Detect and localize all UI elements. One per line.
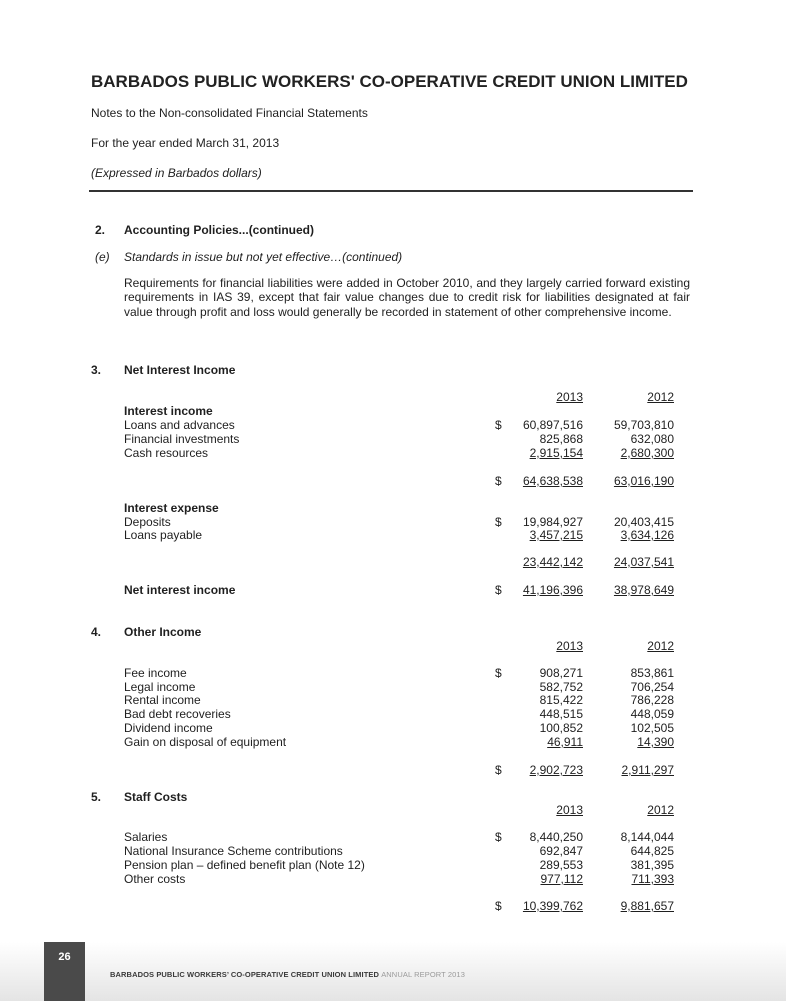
document-subtitle: Notes to the Non-consolidated Financial Statements bbox=[91, 106, 368, 120]
table-row-label: Cash resources bbox=[124, 446, 209, 460]
staff-costs-total-2012: 9,881,657 bbox=[620, 899, 674, 913]
net-interest-income-label: Net interest income bbox=[124, 583, 236, 597]
value-2013: 8,440,250 bbox=[529, 830, 583, 844]
table-row-label: Dividend income bbox=[124, 721, 213, 735]
value-2012: 632,080 bbox=[630, 432, 674, 446]
table-row-label: Deposits bbox=[124, 515, 171, 529]
value-2012: 381,395 bbox=[630, 858, 674, 872]
value-2012: 3,634,126 bbox=[620, 528, 674, 542]
currency-note: (Expressed in Barbados dollars) bbox=[91, 166, 262, 180]
value-2012: 14,390 bbox=[637, 735, 674, 749]
table-row-label: Pension plan – defined benefit plan (Note 12) bbox=[124, 858, 365, 872]
currency-symbol: $ bbox=[495, 474, 502, 488]
currency-symbol: $ bbox=[495, 515, 502, 529]
interest-expense-total-2013: 23,442,142 bbox=[522, 555, 583, 569]
interest-expense-total-2012: 24,037,541 bbox=[613, 555, 674, 569]
currency-symbol: $ bbox=[495, 418, 502, 432]
value-2012: 448,059 bbox=[630, 707, 674, 721]
value-2013: 19,984,927 bbox=[522, 515, 583, 529]
net-interest-income-2012: 38,978,649 bbox=[613, 583, 674, 597]
value-2013: 3,457,215 bbox=[529, 528, 583, 542]
value-2012: 853,861 bbox=[630, 666, 674, 680]
footer-text bbox=[110, 970, 465, 979]
value-2012: 711,393 bbox=[631, 872, 674, 886]
note-2e-title: Standards in issue but not yet effective…(continued) bbox=[124, 250, 403, 264]
table-row-label: Rental income bbox=[124, 693, 201, 707]
currency-symbol: $ bbox=[495, 666, 502, 680]
value-2013: 977,112 bbox=[540, 872, 583, 886]
value-2013: 100,852 bbox=[539, 721, 583, 735]
note-2-number: 2. bbox=[95, 223, 106, 237]
note-3-year-2013-header: 2013 bbox=[556, 390, 583, 404]
other-income-total-2012: 2,911,297 bbox=[621, 763, 674, 777]
value-2012: 2,680,300 bbox=[620, 446, 674, 460]
value-2012: 102,505 bbox=[630, 721, 674, 735]
value-2013: 815,422 bbox=[539, 693, 583, 707]
note-2-title: Accounting Policies...(continued) bbox=[124, 223, 315, 237]
other-income-total-2013: 2,902,723 bbox=[529, 763, 583, 777]
value-2012: 706,254 bbox=[630, 680, 674, 694]
header-divider bbox=[89, 190, 693, 192]
table-row-label: Bad debt recoveries bbox=[124, 707, 231, 721]
currency-symbol: $ bbox=[495, 899, 502, 913]
table-row-label: Loans and advances bbox=[124, 418, 235, 432]
note-4-number: 4. bbox=[91, 625, 102, 639]
note-4-year-2012-header: 2012 bbox=[647, 639, 674, 653]
value-2012: 20,403,415 bbox=[613, 515, 674, 529]
net-interest-income-2013: 41,196,396 bbox=[522, 583, 583, 597]
document-title: BARBADOS PUBLIC WORKERS' CO-OPERATIVE CREDIT UNION LIMITED bbox=[91, 72, 688, 91]
value-2012: 8,144,044 bbox=[620, 830, 674, 844]
note-5-number: 5. bbox=[91, 790, 102, 804]
value-2013: 46,911 bbox=[547, 735, 583, 749]
note-4-title: Other Income bbox=[124, 625, 202, 639]
staff-costs-total-2013: 10,399,762 bbox=[522, 899, 583, 913]
note-3-year-2012-header: 2012 bbox=[647, 390, 674, 404]
reporting-period: For the year ended March 31, 2013 bbox=[91, 136, 280, 150]
table-row-label: Gain on disposal of equipment bbox=[124, 735, 287, 749]
value-2013: 60,897,516 bbox=[522, 418, 583, 432]
value-2013: 2,915,154 bbox=[529, 446, 583, 460]
note-2e-paragraph: Requirements for financial liabilities were added in October 2010, and they largely carried forward existing requirements in IAS 39, except that fair value changes due to credit risk for liabilities designated at fair value through profit and loss would generally be recorded in statement of other comprehensive income. bbox=[124, 276, 690, 319]
footer-report-name: ANNUAL REPORT 2013 bbox=[381, 970, 465, 979]
interest-income-heading: Interest income bbox=[124, 404, 213, 418]
note-5-title: Staff Costs bbox=[124, 790, 188, 804]
interest-expense-heading: Interest expense bbox=[124, 501, 219, 515]
currency-symbol: $ bbox=[495, 583, 502, 597]
note-3-number: 3. bbox=[91, 363, 102, 377]
footer-org-name: BARBADOS PUBLIC WORKERS’ CO-OPERATIVE CREDIT UNION LIMITED bbox=[110, 970, 379, 979]
interest-income-total-2012: 63,016,190 bbox=[613, 474, 674, 488]
value-2013: 582,752 bbox=[539, 680, 583, 694]
note-3-title: Net Interest Income bbox=[124, 363, 236, 377]
table-row-label: Financial investments bbox=[124, 432, 240, 446]
table-row-label: Loans payable bbox=[124, 528, 203, 542]
table-row-label: Salaries bbox=[124, 830, 168, 844]
table-row-label: National Insurance Scheme contributions bbox=[124, 844, 343, 858]
value-2012: 59,703,810 bbox=[613, 418, 674, 432]
value-2013: 692,847 bbox=[539, 844, 583, 858]
value-2012: 786,228 bbox=[630, 693, 674, 707]
page-number: 26 bbox=[44, 942, 85, 1001]
table-row-label: Legal income bbox=[124, 680, 196, 694]
currency-symbol: $ bbox=[495, 830, 502, 844]
note-5-year-2012-header: 2012 bbox=[647, 803, 674, 817]
value-2013: 908,271 bbox=[539, 666, 583, 680]
currency-symbol: $ bbox=[495, 763, 502, 777]
value-2012: 644,825 bbox=[630, 844, 674, 858]
note-4-year-2013-header: 2013 bbox=[556, 639, 583, 653]
value-2013: 289,553 bbox=[539, 858, 583, 872]
interest-income-total-2013: 64,638,538 bbox=[522, 474, 583, 488]
table-row-label: Fee income bbox=[124, 666, 187, 680]
table-row-label: Other costs bbox=[124, 872, 186, 886]
note-5-year-2013-header: 2013 bbox=[556, 803, 583, 817]
note-2e-label: (e) bbox=[95, 250, 110, 264]
value-2013: 448,515 bbox=[539, 707, 583, 721]
value-2013: 825,868 bbox=[539, 432, 583, 446]
